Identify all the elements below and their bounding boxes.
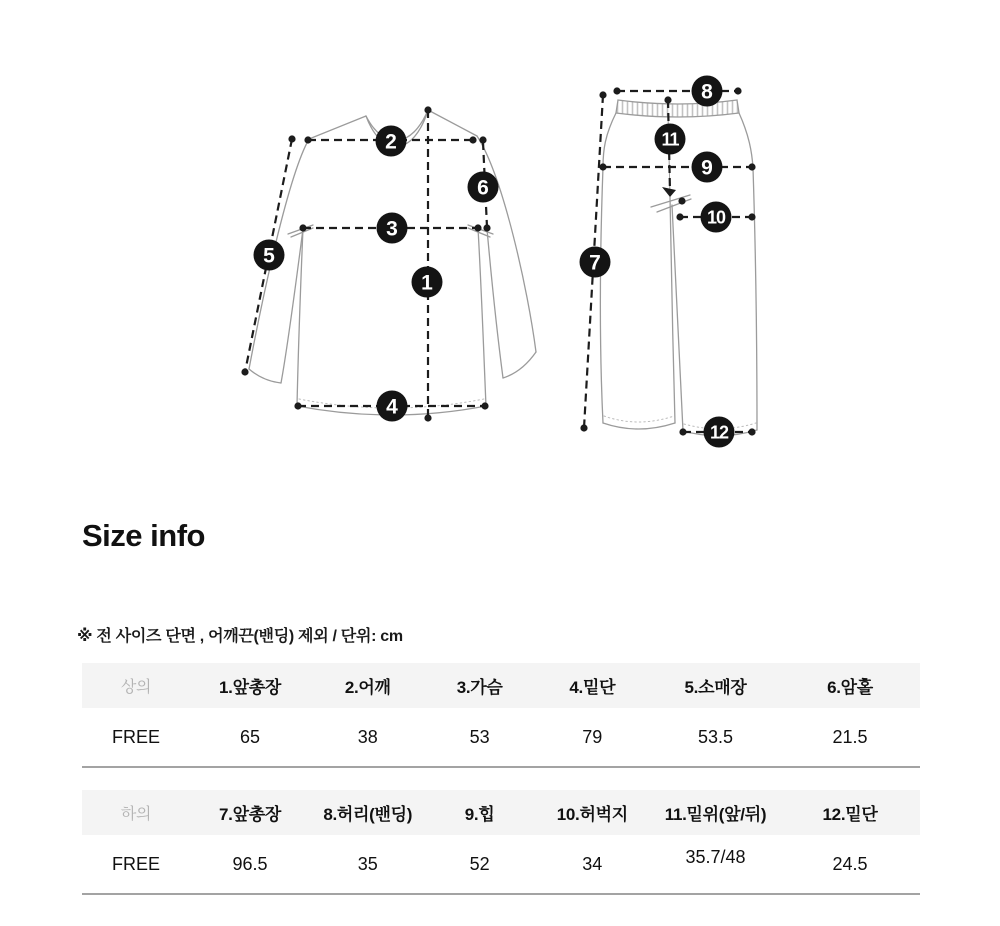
top-col-sleeve-length: 5.소매장	[651, 663, 780, 708]
top-size-table	[82, 663, 920, 768]
svg-text:12: 12	[709, 422, 729, 443]
top-col-front-length: 1.앞총장	[190, 663, 310, 708]
page-title: Size info	[82, 518, 205, 553]
bottom-col-hip: 9.힙	[426, 790, 534, 835]
bottom-col-waist: 8.허리(밴딩)	[310, 790, 426, 835]
measure-badge-2	[376, 126, 407, 157]
svg-text:11: 11	[661, 129, 679, 150]
top-col-hem: 4.밑단	[534, 663, 651, 708]
bottom-value-waist: 35	[310, 835, 426, 894]
top-value-chest: 53	[426, 708, 534, 767]
top-size-free: FREE	[82, 708, 190, 767]
bottom-table-header-row	[82, 790, 920, 835]
measure-badge-11	[655, 124, 686, 155]
bottom-value-rise	[651, 835, 780, 894]
top-value-hem: 79	[534, 708, 651, 767]
svg-text:5: 5	[263, 244, 275, 268]
svg-text:10: 10	[706, 207, 726, 228]
svg-text:2: 2	[385, 130, 397, 154]
measure-badge-7	[580, 247, 611, 278]
svg-text:8: 8	[701, 80, 713, 104]
top-value-armhole: 21.5	[780, 708, 920, 767]
bottom-value-front-length: 96.5	[190, 835, 310, 894]
bottom-size-table	[82, 790, 920, 895]
svg-text:1: 1	[421, 271, 433, 295]
svg-text:9: 9	[701, 156, 713, 180]
top-table-free-row	[82, 708, 920, 767]
bottom-table-row-header: 하의	[82, 790, 190, 835]
measure-badge-6	[468, 172, 499, 203]
top-table-header-row	[82, 663, 920, 708]
measure-badge-5	[254, 240, 285, 271]
svg-text:6: 6	[477, 176, 489, 200]
bottom-value-hip: 52	[426, 835, 534, 894]
top-value-front-length: 65	[190, 708, 310, 767]
measure-badge-12	[704, 417, 735, 448]
bottom-value-hem: 24.5	[780, 835, 920, 894]
measure-badge-4	[377, 391, 408, 422]
measure-badge-1	[412, 267, 443, 298]
measure-badge-9	[692, 152, 723, 183]
measure-badge-3	[377, 213, 408, 244]
measurement-badges	[254, 76, 735, 448]
bottom-col-front-length: 7.앞총장	[190, 790, 310, 835]
top-table-row-header: 상의	[82, 663, 190, 708]
svg-text:7: 7	[589, 251, 601, 275]
bottom-table-free-row	[82, 835, 920, 894]
bottom-size-free: FREE	[82, 835, 190, 894]
svg-text:4: 4	[386, 395, 398, 419]
top-col-armhole: 6.암홀	[780, 663, 920, 708]
bottom-col-rise: 11.밑위(앞/뒤)	[651, 790, 780, 835]
bottom-value-thigh: 34	[534, 835, 651, 894]
size-note: ※ 전 사이즈 단면 , 어깨끈(밴딩) 제외 / 단위: cm	[77, 628, 403, 645]
measure-badge-10	[701, 202, 732, 233]
measure-badge-8	[692, 76, 723, 107]
top-col-shoulder: 2.어깨	[310, 663, 426, 708]
top-value-shoulder: 38	[310, 708, 426, 767]
bottom-col-hem: 12.밑단	[780, 790, 920, 835]
bottom-col-thigh: 10.허벅지	[534, 790, 651, 835]
top-value-sleeve-length: 53.5	[651, 708, 780, 767]
top-col-chest: 3.가슴	[426, 663, 534, 708]
svg-text:3: 3	[386, 217, 398, 241]
bottom-value-rise-text: 35.7/48	[685, 846, 746, 867]
